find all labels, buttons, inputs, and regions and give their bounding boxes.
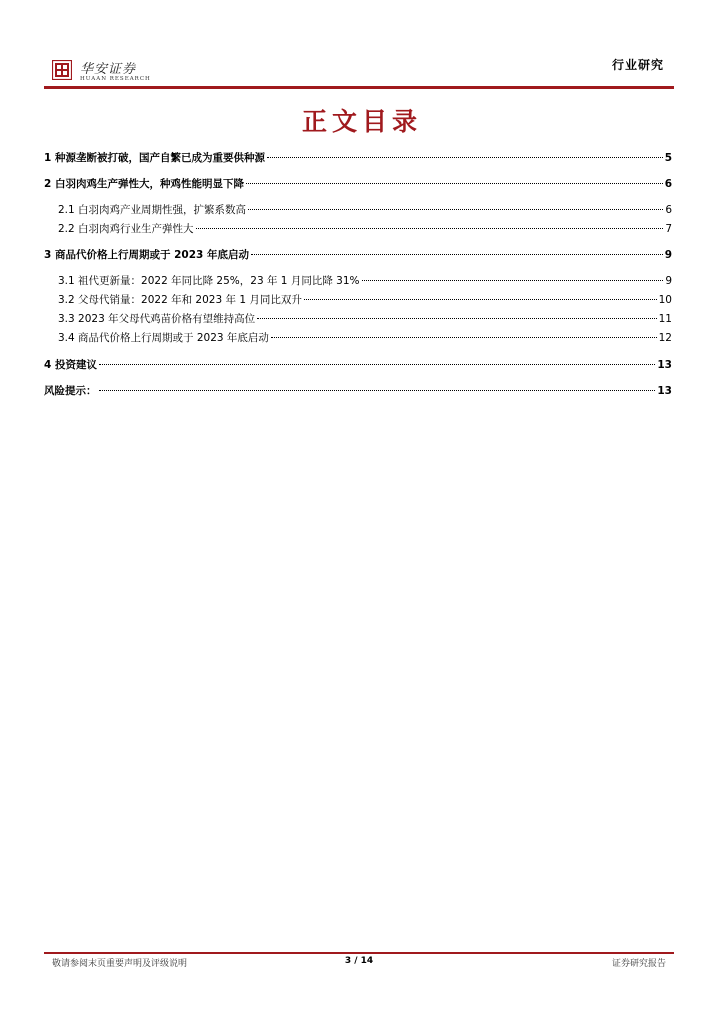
toc-page-number: 12 — [658, 332, 672, 344]
toc-page-number: 5 — [664, 152, 672, 164]
toc-entry[interactable] — [44, 221, 672, 236]
toc-leader — [246, 183, 663, 184]
toc-leader — [99, 390, 656, 391]
report-type-label: 行业研究 — [611, 58, 664, 72]
toc-page-number: 10 — [658, 294, 672, 306]
toc-entry-label: 4 投资建议 — [44, 359, 97, 371]
toc-leader — [248, 209, 663, 210]
toc-page-number: 6 — [664, 178, 672, 190]
toc-page-number: 9 — [665, 275, 672, 287]
toc-entry-label: 2 白羽肉鸡生产弹性大，种鸡性能明显下降 — [44, 178, 244, 190]
page-footer — [44, 956, 674, 970]
toc-entry[interactable] — [44, 383, 672, 398]
page-header — [0, 0, 724, 90]
toc-leader — [304, 299, 657, 300]
toc-leader — [257, 318, 657, 319]
toc-leader — [99, 364, 655, 365]
toc-leader — [271, 337, 657, 338]
toc-entry[interactable] — [44, 150, 672, 165]
toc-page-number: 11 — [658, 313, 672, 325]
toc-leader — [251, 254, 663, 255]
toc-page-number: 6 — [665, 204, 672, 216]
toc-entry[interactable] — [44, 311, 672, 326]
toc-entry-label: 1 种源垄断被打破，国产自繁已成为重要供种源 — [44, 152, 265, 164]
toc-page-number: 9 — [664, 249, 672, 261]
huaan-logo-icon — [52, 60, 72, 80]
toc-entry[interactable] — [44, 273, 672, 288]
toc-entry-label: 2.2 白羽肉鸡行业生产弹性大 — [58, 223, 194, 235]
toc-entry[interactable] — [44, 357, 672, 372]
brand-name-en: HUAAN RESEARCH — [80, 76, 151, 82]
brand-name: 华安证券 — [80, 62, 137, 77]
disclaimer-note: 敬请参阅末页重要声明及评级说明 — [52, 959, 188, 969]
toc-entry-label: 3 商品代价格上行周期或于 2023 年底启动 — [44, 249, 249, 261]
toc-page-number: 7 — [665, 223, 672, 235]
toc-entry-label: 风险提示： — [44, 385, 97, 397]
header-divider — [44, 86, 674, 89]
toc-entry[interactable] — [44, 330, 672, 345]
page-number: 3 / 14 — [344, 956, 374, 966]
toc-entry-label: 3.3 2023 年父母代鸡苗价格有望维持高位 — [58, 313, 256, 325]
toc-entry-label: 3.4 商品代价格上行周期或于 2023 年底启动 — [58, 332, 269, 344]
toc-leader — [267, 157, 663, 158]
toc-entry[interactable] — [44, 176, 672, 191]
toc-entry[interactable] — [44, 202, 672, 217]
report-category: 证券研究报告 — [611, 959, 666, 969]
toc-page-number: 13 — [657, 385, 672, 397]
toc-leader — [196, 228, 664, 229]
page-title: 正文目录 — [301, 107, 422, 136]
toc-leader — [362, 280, 664, 281]
footer-divider — [44, 952, 674, 954]
toc-page-number: 13 — [657, 359, 672, 371]
toc-entry[interactable] — [44, 247, 672, 262]
toc-entry-label: 3.1 祖代更新量：2022 年同比降 25%，23 年 1 月同比降 31% — [58, 275, 360, 287]
toc-entry-label: 2.1 白羽肉鸡产业周期性强，扩繁系数高 — [58, 204, 247, 216]
toc-entry[interactable] — [44, 292, 672, 307]
toc-entry-label: 3.2 父母代销量：2022 年和 2023 年 1 月同比双升 — [58, 294, 302, 306]
